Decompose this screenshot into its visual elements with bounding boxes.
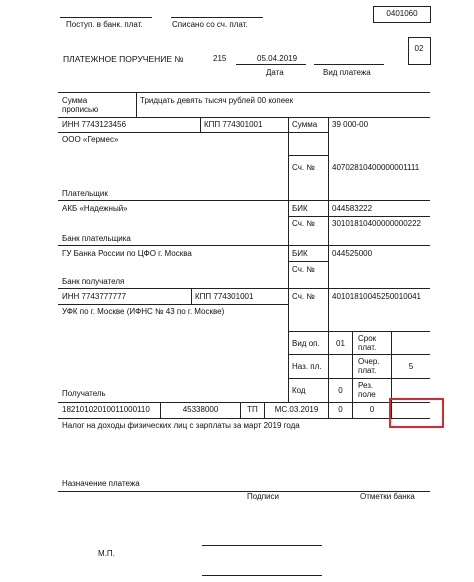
payer-account: 40702810400000001111 — [332, 163, 420, 172]
recipient-bank-bik-label: БИК — [292, 249, 308, 258]
ocher-label: Очер. — [358, 357, 380, 366]
srok-label: Срок — [358, 334, 377, 343]
highlight-box — [389, 398, 444, 428]
form-code: 0401060 — [386, 9, 418, 18]
payer-bank-name: АКБ «Надежный» — [62, 204, 128, 213]
received-date-line — [60, 17, 152, 18]
payer-bank-bik: 044583222 — [332, 204, 373, 213]
payer-name: ООО «Гермес» — [62, 135, 119, 144]
grid-line — [58, 117, 430, 118]
debited-date-line — [171, 17, 263, 18]
ocher-value: 5 — [408, 362, 414, 371]
recipient-account: 40101810045250010041 — [332, 292, 421, 301]
grid-line — [288, 331, 430, 332]
oktmo-value: 45338000 — [182, 405, 219, 414]
doc-number: 215 — [213, 54, 227, 63]
grid-line — [288, 117, 289, 402]
recipient-bank-account-label: Сч. № — [292, 265, 315, 274]
grid-line — [58, 304, 288, 305]
rez-label: Рез. — [358, 381, 374, 390]
grid-line — [58, 245, 430, 246]
tax-doc-date: 0 — [369, 405, 375, 414]
srok-label-2: плат. — [358, 343, 377, 352]
grid-line — [191, 288, 192, 304]
grid-line — [288, 354, 430, 355]
stamp-label: М.П. — [98, 549, 115, 558]
doc-date: 05.04.2019 — [257, 54, 298, 63]
payer-bank-bik-label: БИК — [292, 204, 308, 213]
purpose-text: Налог на доходы физических лиц с зарплаты за март 2019 года — [62, 421, 300, 430]
payer-bank-account-label: Сч. № — [292, 219, 315, 228]
recipient-inn: ИНН 7743777777 — [62, 292, 127, 301]
date-label: Дата — [266, 68, 284, 77]
grid-line — [58, 402, 430, 403]
sum-label: Сумма — [292, 120, 318, 129]
ocher-label-2: плат. — [358, 366, 377, 375]
grid-line — [58, 92, 430, 93]
grid-line — [288, 155, 328, 156]
payer-kpp: КПП 774301001 — [204, 120, 263, 129]
grid-line — [58, 418, 430, 419]
grid-line — [136, 92, 137, 117]
signature-line — [202, 545, 322, 546]
payer-role-label: Плательщик — [62, 189, 108, 198]
sum-value: 39 000-00 — [332, 120, 369, 129]
rez-label-2: поле — [358, 390, 376, 399]
amount-words-label-2: прописью — [62, 105, 99, 114]
payment-type-label: Вид платежа — [323, 68, 371, 77]
debited-label: Списано со сч. плат. — [172, 20, 248, 29]
purpose-label: Назначение платежа — [62, 479, 140, 488]
signature-line-2 — [202, 575, 322, 576]
recipient-account-label: Сч. № — [292, 292, 315, 301]
payer-inn: ИНН 7743123456 — [62, 120, 127, 129]
payer-bank-role-label: Банк плательщика — [62, 234, 131, 243]
vid-op-label: Вид оп. — [292, 339, 320, 348]
tax-basis-value: ТП — [247, 405, 258, 414]
grid-line — [200, 117, 201, 132]
payer-bank-account: 30101810400000000222 — [332, 219, 421, 228]
received-label: Поступ. в банк. плат. — [66, 20, 143, 29]
naz-pl-label: Наз. пл. — [292, 362, 322, 371]
tax-doc-number: 0 — [338, 405, 343, 414]
grid-line — [288, 261, 328, 262]
kbk-value: 18210102010011000110 — [62, 405, 150, 414]
grid-line — [288, 216, 430, 217]
grid-line — [58, 288, 430, 289]
doc-date-line — [236, 64, 306, 65]
tax-period-value: МС.03.2019 — [274, 405, 319, 414]
grid-line — [328, 117, 329, 418]
payer-status: 02 — [414, 44, 424, 53]
recipient-bank-role-label: Банк получателя — [62, 277, 125, 286]
signatures-label: Подписи — [247, 492, 279, 501]
recipient-role-label: Получатель — [62, 389, 106, 398]
amount-words-label: Сумма — [62, 96, 88, 105]
recipient-bank-name: ГУ Банка России по ЦФО г. Москва — [62, 249, 192, 258]
doc-title: ПЛАТЕЖНОЕ ПОРУЧЕНИЕ № — [63, 54, 184, 64]
kod-value: 0 — [338, 386, 343, 395]
bank-marks-label: Отметки банка — [360, 492, 415, 501]
payer-account-label: Сч. № — [292, 163, 315, 172]
recipient-name: УФК по г. Москве (ИФНС № 43 по г. Москве) — [62, 307, 225, 316]
grid-line — [288, 378, 430, 379]
payment-type-line — [314, 64, 384, 65]
grid-line — [352, 331, 353, 418]
recipient-bank-bik: 044525000 — [332, 249, 373, 258]
amount-words-value: Тридцать девять тысяч рублей 00 копеек — [140, 96, 294, 105]
kod-label: Код — [292, 386, 306, 395]
grid-line — [58, 200, 430, 201]
recipient-kpp: КПП 774301001 — [195, 292, 254, 301]
vid-op-value: 01 — [336, 339, 345, 348]
